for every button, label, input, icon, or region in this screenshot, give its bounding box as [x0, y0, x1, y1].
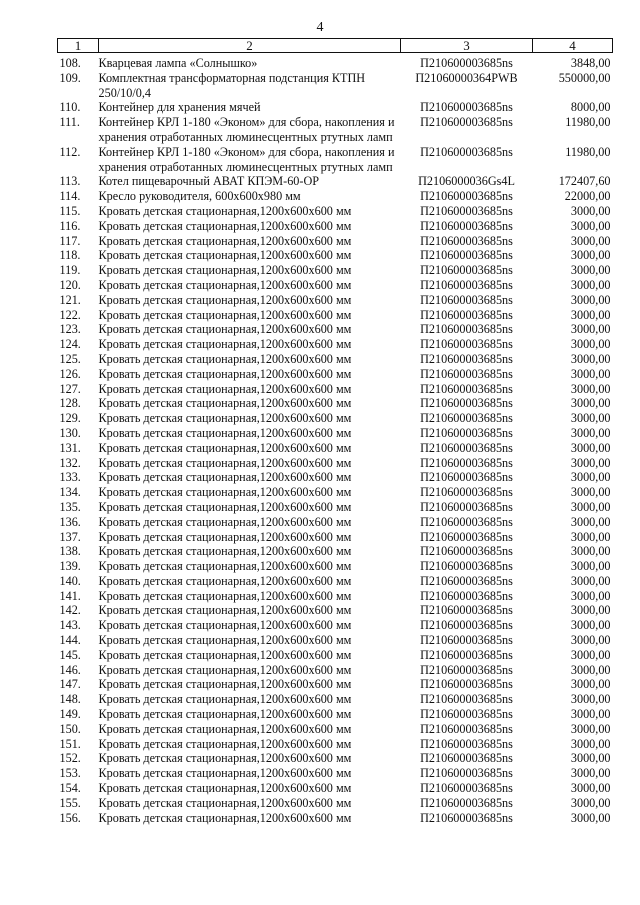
- item-code: П210600003685ns: [420, 662, 513, 677]
- row-number: 124.: [59, 337, 81, 352]
- item-name: Кровать детская стационарная,1200х600х600 мм: [98, 248, 352, 263]
- item-price: 3000,00: [570, 440, 611, 455]
- item-price: 3000,00: [570, 485, 611, 500]
- table-row: [58, 618, 613, 633]
- item-code: П210600003685ns: [420, 603, 513, 618]
- item-name: Кровать детская стационарная,1200х600х600 мм: [98, 485, 352, 500]
- table-row: [58, 470, 613, 485]
- item-price: 3000,00: [570, 736, 611, 751]
- item-code: П210600003685ns: [420, 573, 513, 588]
- inventory-table: [57, 38, 613, 825]
- item-price: 3000,00: [570, 588, 611, 603]
- row-number: 118.: [59, 248, 81, 263]
- item-name: Кровать детская стационарная,1200х600х600 мм: [98, 218, 352, 233]
- item-name: Кровать детская стационарная,1200х600х600 мм: [98, 603, 352, 618]
- table-row: [58, 278, 613, 293]
- row-number: 112.: [59, 144, 81, 159]
- item-price: 3000,00: [570, 618, 611, 633]
- item-code: П210600003685ns: [420, 189, 513, 204]
- table-row: [58, 722, 613, 737]
- item-name: Кровать детская стационарная,1200х600х600 мм: [98, 440, 352, 455]
- item-price: 3000,00: [570, 263, 611, 278]
- page-number: 4: [316, 20, 324, 35]
- table-row: [58, 663, 613, 678]
- row-number: 126.: [59, 366, 81, 381]
- row-number: 134.: [59, 485, 81, 500]
- table-row: [58, 544, 613, 559]
- row-number: 132.: [59, 455, 81, 470]
- item-name: Кровать детская стационарная,1200х600х600 мм: [98, 795, 352, 810]
- table-row: [58, 737, 613, 752]
- row-number: 130.: [59, 425, 81, 440]
- item-price: 3000,00: [570, 381, 611, 396]
- row-number: 156.: [59, 810, 81, 825]
- item-code: П210600003685ns: [420, 233, 513, 248]
- item-price: 3000,00: [570, 514, 611, 529]
- item-code: П210600003685ns: [420, 263, 513, 278]
- item-name: Кровать детская стационарная,1200х600х600 мм: [98, 721, 352, 736]
- table-row: [58, 367, 613, 382]
- table-row: [58, 589, 613, 604]
- item-name: Контейнер КРЛ 1-180 «Эконом» для сбора, накопления и хранения отработанных люминесцентных ртутных ламп: [98, 144, 395, 174]
- item-name: Кровать детская стационарная,1200х600х600 мм: [98, 470, 352, 485]
- item-code: П210600003685ns: [420, 795, 513, 810]
- item-code: П210600003685ns: [420, 56, 513, 70]
- item-code: П210600003685ns: [420, 292, 513, 307]
- item-code: П2106000036Gs4L: [418, 174, 515, 189]
- row-number: 115.: [59, 203, 81, 218]
- table-row: [58, 648, 613, 663]
- item-code: П210600003685ns: [420, 810, 513, 825]
- row-number: 117.: [59, 233, 81, 248]
- row-number: 135.: [59, 499, 81, 514]
- item-price: 3000,00: [570, 337, 611, 352]
- item-name: Кровать детская стационарная,1200х600х600 мм: [98, 514, 352, 529]
- table-row: [58, 293, 613, 308]
- item-code: П210600003685ns: [420, 529, 513, 544]
- item-name: Кровать детская стационарная,1200х600х600 мм: [98, 618, 352, 633]
- row-number: 143.: [59, 618, 81, 633]
- table-row: [58, 677, 613, 692]
- item-code: П210600003685ns: [420, 218, 513, 233]
- item-code: П210600003685ns: [420, 751, 513, 766]
- item-name: Котел пищеварочный АВАТ КПЭМ-60-ОР: [98, 174, 320, 189]
- item-code: П210600003685ns: [420, 677, 513, 692]
- table-row: [58, 426, 613, 441]
- row-number: 136.: [59, 514, 81, 529]
- row-number: 140.: [59, 573, 81, 588]
- item-price: 3000,00: [570, 751, 611, 766]
- item-price: 3000,00: [570, 307, 611, 322]
- item-price: 22000,00: [564, 189, 611, 204]
- table-row: [58, 174, 613, 189]
- item-code: П210600003685ns: [420, 100, 513, 115]
- row-number: 125.: [59, 351, 81, 366]
- item-name: Контейнер для хранения мячей: [98, 100, 261, 115]
- row-number: 111.: [59, 115, 80, 130]
- table-row: [58, 382, 613, 397]
- item-code: П210600003685ns: [420, 307, 513, 322]
- item-price: 3000,00: [570, 662, 611, 677]
- item-name: Кровать детская стационарная,1200х600х600 мм: [98, 396, 352, 411]
- item-name: Кровать детская стационарная,1200х600х600 мм: [98, 633, 352, 648]
- item-code: П210600003685ns: [420, 248, 513, 263]
- item-name: Кровать детская стационарная,1200х600х600 мм: [98, 263, 352, 278]
- item-price: 3000,00: [570, 781, 611, 796]
- table-row: [58, 219, 613, 234]
- row-number: 150.: [59, 721, 81, 736]
- table-row: [58, 411, 613, 426]
- item-price: 11980,00: [565, 144, 611, 159]
- table-row: [58, 485, 613, 500]
- item-name: Кровать детская стационарная,1200х600х600 мм: [98, 307, 352, 322]
- item-code: П210600003685ns: [420, 337, 513, 352]
- item-price: 3000,00: [570, 203, 611, 218]
- item-name: Кровать детская стационарная,1200х600х600 мм: [98, 351, 352, 366]
- table-row: [58, 603, 613, 618]
- table-row: [58, 559, 613, 574]
- row-number: 139.: [59, 559, 81, 574]
- row-number: 131.: [59, 440, 81, 455]
- item-code: П210600003685ns: [420, 203, 513, 218]
- row-number: 122.: [59, 307, 81, 322]
- item-price: 3000,00: [570, 499, 611, 514]
- item-price: 3000,00: [570, 470, 611, 485]
- item-code: П210600003685ns: [420, 470, 513, 485]
- item-price: 3000,00: [570, 455, 611, 470]
- item-name: Кровать детская стационарная,1200х600х600 мм: [98, 277, 352, 292]
- item-name: Кровать детская стационарная,1200х600х600 мм: [98, 203, 352, 218]
- table-row: [58, 322, 613, 337]
- row-number: 128.: [59, 396, 81, 411]
- item-price: 3000,00: [570, 692, 611, 707]
- item-name: Кресло руководителя, 600х600х980 мм: [98, 189, 301, 204]
- column-header-3: 3: [401, 39, 533, 53]
- row-number: 121.: [59, 292, 81, 307]
- table-row: [58, 263, 613, 278]
- item-name: Кровать детская стационарная,1200х600х600 мм: [98, 233, 352, 248]
- item-code: П210600003685ns: [420, 618, 513, 633]
- table-row: [58, 248, 613, 263]
- table-row: [58, 396, 613, 411]
- item-code: П210600003685ns: [420, 781, 513, 796]
- table-row: [58, 500, 613, 515]
- table-row: [58, 811, 613, 826]
- item-code: П210600003685ns: [420, 366, 513, 381]
- item-price: 8000,00: [570, 100, 611, 115]
- item-price: 3000,00: [570, 218, 611, 233]
- item-name: Кровать детская стационарная,1200х600х600 мм: [98, 559, 352, 574]
- item-name: Кровать детская стационарная,1200х600х600 мм: [98, 736, 352, 751]
- table-row: [58, 766, 613, 781]
- table-row: [58, 189, 613, 204]
- row-number: 120.: [59, 277, 81, 292]
- item-price: 172407,60: [558, 174, 611, 189]
- table-row: [58, 633, 613, 648]
- item-code: П210600003685ns: [420, 559, 513, 574]
- item-code: П210600003685ns: [420, 736, 513, 751]
- item-price: 3000,00: [570, 292, 611, 307]
- item-code: П210600003685ns: [420, 351, 513, 366]
- item-code: П210600003685ns: [420, 485, 513, 500]
- row-number: 149.: [59, 707, 81, 722]
- column-header-4: 4: [533, 39, 613, 53]
- item-code: П210600003685ns: [420, 322, 513, 337]
- item-code: П210600003685ns: [420, 544, 513, 559]
- item-name: Кровать детская стационарная,1200х600х600 мм: [98, 381, 352, 396]
- header-row: [58, 39, 613, 53]
- item-code: П210600003685ns: [420, 766, 513, 781]
- table-row: [58, 145, 613, 175]
- item-price: 3000,00: [570, 633, 611, 648]
- table-row: [58, 574, 613, 589]
- item-code: П210600003685ns: [420, 455, 513, 470]
- item-code: П21060000364PWB: [415, 70, 518, 85]
- item-name: Кровать детская стационарная,1200х600х600 мм: [98, 292, 352, 307]
- table-row: [58, 751, 613, 766]
- item-price: 3000,00: [570, 529, 611, 544]
- row-number: 148.: [59, 692, 81, 707]
- item-price: 3000,00: [570, 544, 611, 559]
- row-number: 141.: [59, 588, 81, 603]
- row-number: 147.: [59, 677, 81, 692]
- row-number: 119.: [59, 263, 81, 278]
- table-row: [58, 115, 613, 145]
- item-name: Кровать детская стационарная,1200х600х600 мм: [98, 455, 352, 470]
- item-price: 3000,00: [570, 810, 611, 825]
- item-price: 3000,00: [570, 721, 611, 736]
- item-price: 3000,00: [570, 425, 611, 440]
- row-number: 145.: [59, 647, 81, 662]
- item-name: Кровать детская стационарная,1200х600х600 мм: [98, 411, 352, 426]
- row-number: 133.: [59, 470, 81, 485]
- item-price: 3848,00: [570, 56, 611, 70]
- row-number: 146.: [59, 662, 81, 677]
- item-price: 3000,00: [570, 647, 611, 662]
- row-number: 142.: [59, 603, 81, 618]
- item-name: Кварцевая лампа «Солнышко»: [98, 56, 258, 70]
- row-number: 109.: [59, 70, 81, 85]
- item-name: Кровать детская стационарная,1200х600х600 мм: [98, 692, 352, 707]
- item-code: П210600003685ns: [420, 396, 513, 411]
- table-body: [58, 53, 613, 826]
- row-number: 114.: [59, 189, 81, 204]
- item-price: 3000,00: [570, 559, 611, 574]
- item-name: Кровать детская стационарная,1200х600х600 мм: [98, 751, 352, 766]
- item-price: 3000,00: [570, 411, 611, 426]
- item-code: П210600003685ns: [420, 440, 513, 455]
- row-number: 110.: [59, 100, 81, 115]
- table-row: [58, 781, 613, 796]
- item-price: 3000,00: [570, 707, 611, 722]
- row-number: 113.: [59, 174, 81, 189]
- table-row: [58, 100, 613, 115]
- item-name: Кровать детская стационарная,1200х600х600 мм: [98, 544, 352, 559]
- item-price: 3000,00: [570, 795, 611, 810]
- item-name: Кровать детская стационарная,1200х600х600 мм: [98, 707, 352, 722]
- item-code: П210600003685ns: [420, 381, 513, 396]
- item-price: 3000,00: [570, 396, 611, 411]
- table-row: [58, 337, 613, 352]
- item-name: Кровать детская стационарная,1200х600х600 мм: [98, 810, 352, 825]
- row-number: 137.: [59, 529, 81, 544]
- table-row: [58, 692, 613, 707]
- item-name: Кровать детская стационарная,1200х600х600 мм: [98, 766, 352, 781]
- item-code: П210600003685ns: [420, 633, 513, 648]
- table-row: [58, 707, 613, 722]
- item-name: Кровать детская стационарная,1200х600х600 мм: [98, 425, 352, 440]
- row-number: 138.: [59, 544, 81, 559]
- row-number: 155.: [59, 795, 81, 810]
- row-number: 153.: [59, 766, 81, 781]
- row-number: 151.: [59, 736, 81, 751]
- row-number: 129.: [59, 411, 81, 426]
- item-code: П210600003685ns: [420, 425, 513, 440]
- item-name: Кровать детская стационарная,1200х600х600 мм: [98, 366, 352, 381]
- table-row: [58, 515, 613, 530]
- item-price: 3000,00: [570, 277, 611, 292]
- table-row: [58, 352, 613, 367]
- table-row: [58, 456, 613, 471]
- row-number: 127.: [59, 381, 81, 396]
- table-header: [58, 39, 613, 53]
- item-name: Контейнер КРЛ 1-180 «Эконом» для сбора, накопления и хранения отработанных люминесцентных ртутных ламп: [98, 115, 395, 144]
- table-row: [58, 308, 613, 323]
- row-number: 154.: [59, 781, 81, 796]
- table-row: [58, 71, 613, 101]
- item-code: П210600003685ns: [420, 144, 513, 159]
- row-number: 116.: [59, 218, 81, 233]
- item-code: П210600003685ns: [420, 277, 513, 292]
- item-code: П210600003685ns: [420, 588, 513, 603]
- item-code: П210600003685ns: [420, 514, 513, 529]
- item-name: Кровать детская стационарная,1200х600х600 мм: [98, 573, 352, 588]
- column-header-2: 2: [99, 39, 401, 53]
- item-name: Комплектная трансформаторная подстанция КТПН 250/10/0,4: [98, 70, 366, 100]
- item-code: П210600003685ns: [420, 721, 513, 736]
- item-name: Кровать детская стационарная,1200х600х600 мм: [98, 647, 352, 662]
- item-name: Кровать детская стационарная,1200х600х600 мм: [98, 529, 352, 544]
- table-row: [58, 234, 613, 249]
- item-price: 3000,00: [570, 322, 611, 337]
- item-name: Кровать детская стационарная,1200х600х600 мм: [98, 322, 352, 337]
- item-name: Кровать детская стационарная,1200х600х600 мм: [98, 662, 352, 677]
- item-code: П210600003685ns: [420, 647, 513, 662]
- item-price: 3000,00: [570, 603, 611, 618]
- item-price: 3000,00: [570, 677, 611, 692]
- row-number: 152.: [59, 751, 81, 766]
- item-code: П210600003685ns: [420, 692, 513, 707]
- item-name: Кровать детская стационарная,1200х600х600 мм: [98, 781, 352, 796]
- row-number: 144.: [59, 633, 81, 648]
- table-row: [58, 796, 613, 811]
- item-code: П210600003685ns: [420, 499, 513, 514]
- row-number: 123.: [59, 322, 81, 337]
- table-row: [58, 441, 613, 456]
- item-price: 3000,00: [570, 248, 611, 263]
- table-row: [58, 53, 613, 71]
- item-price: 3000,00: [570, 766, 611, 781]
- item-name: Кровать детская стационарная,1200х600х600 мм: [98, 337, 352, 352]
- item-name: Кровать детская стационарная,1200х600х600 мм: [98, 677, 352, 692]
- item-price: 3000,00: [570, 351, 611, 366]
- item-price: 3000,00: [570, 233, 611, 248]
- table-row: [58, 530, 613, 545]
- item-code: П210600003685ns: [420, 115, 513, 130]
- item-price: 11980,00: [565, 115, 611, 130]
- item-price: 3000,00: [570, 573, 611, 588]
- item-code: П210600003685ns: [420, 707, 513, 722]
- row-number: 108.: [59, 56, 81, 70]
- table-row: [58, 204, 613, 219]
- item-name: Кровать детская стационарная,1200х600х600 мм: [98, 588, 352, 603]
- item-price: 550000,00: [558, 70, 611, 85]
- item-price: 3000,00: [570, 366, 611, 381]
- item-code: П210600003685ns: [420, 411, 513, 426]
- item-name: Кровать детская стационарная,1200х600х600 мм: [98, 499, 352, 514]
- column-header-1: 1: [58, 39, 99, 53]
